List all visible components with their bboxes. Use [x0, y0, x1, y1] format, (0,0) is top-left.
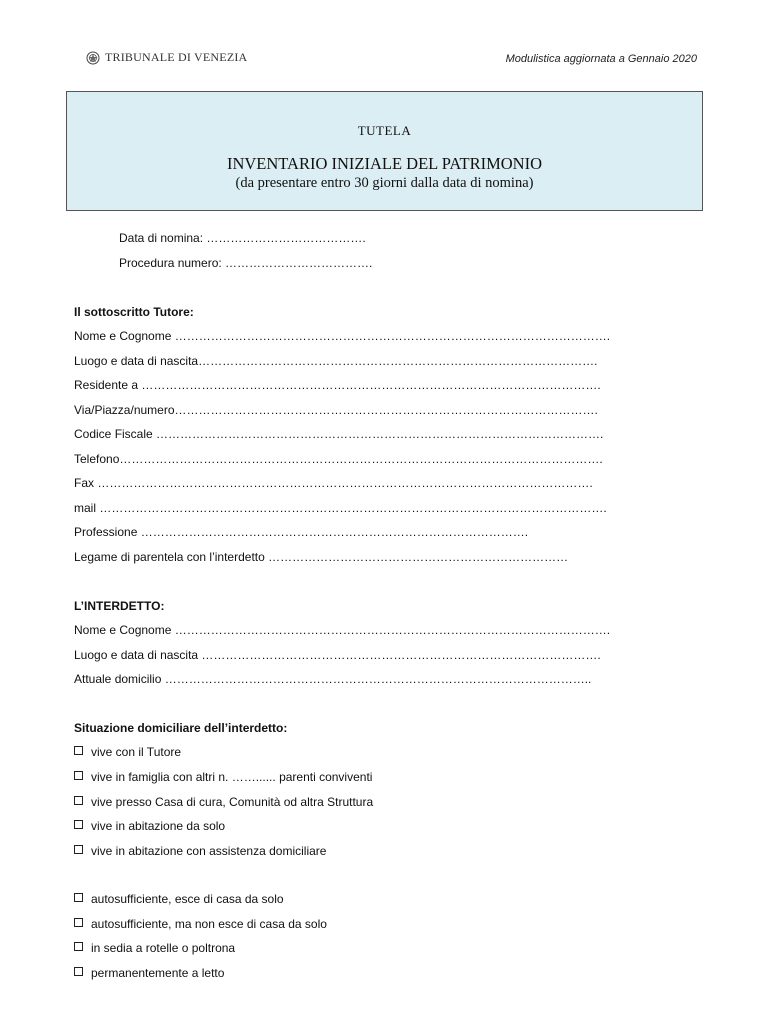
court-name: TRIBUNALE DI VENEZIA — [105, 50, 248, 64]
checkbox[interactable] — [74, 796, 83, 805]
tutore-fax-field[interactable]: Fax ……………………………………………………………………………………………………………. — [74, 476, 593, 490]
update-note: Modulistica aggiornata a Gennaio 2020 — [505, 53, 697, 65]
tutore-heading: Il sottoscritto Tutore: — [74, 305, 194, 319]
checkbox[interactable] — [74, 771, 83, 780]
option-label: vive in abitazione con assistenza domiciliare — [91, 844, 327, 858]
interdetto-name-field[interactable]: Nome e Cognome ………………………………………………………………………………………………. — [74, 623, 611, 637]
checkbox[interactable] — [74, 967, 83, 976]
option-label: autosufficiente, esce di casa da solo — [91, 892, 284, 906]
option-label: vive in abitazione da solo — [91, 819, 226, 833]
option-lives-with-assistance[interactable] — [74, 844, 326, 858]
option-label: permanentemente a letto — [91, 966, 225, 980]
option-label: vive in famiglia con altri n. ……...... parenti conviventi — [91, 770, 373, 784]
option-lives-with-tutore[interactable] — [74, 745, 181, 759]
option-label: vive presso Casa di cura, Comunità od altra Struttura — [91, 795, 374, 809]
option-self-sufficient-stays-in[interactable] — [74, 917, 327, 931]
tutore-residence-field[interactable]: Residente a ……………………………………………………………………………………………………. — [74, 378, 601, 392]
nomination-date-field[interactable]: Data di nomina: …………………………………. — [119, 231, 366, 245]
option-self-sufficient-goes-out[interactable] — [74, 892, 284, 906]
form-title: INVENTARIO INIZIALE DEL PATRIMONIO — [226, 154, 543, 173]
option-bedridden[interactable] — [74, 966, 224, 980]
court-logo — [86, 50, 247, 65]
checkbox[interactable] — [74, 918, 83, 927]
procedure-number-field[interactable]: Procedura numero: ………………………………. — [119, 256, 373, 270]
form-subtitle: (da presentare entro 30 giorni dalla data di nomina) — [235, 175, 534, 191]
checkbox[interactable] — [74, 942, 83, 951]
option-wheelchair[interactable] — [74, 941, 235, 955]
option-label: in sedia a rotelle o poltrona — [91, 941, 236, 955]
form-kicker: TUTELA — [357, 123, 412, 138]
checkbox[interactable] — [74, 746, 83, 755]
option-lives-alone[interactable] — [74, 819, 225, 833]
tutore-name-field[interactable]: Nome e Cognome ………………………………………………………………………………………………. — [74, 329, 611, 343]
checkbox[interactable] — [74, 820, 83, 829]
tutore-profession-field[interactable]: Professione ……………………………………………………………………………………. — [74, 525, 529, 539]
option-lives-in-facility[interactable] — [74, 795, 373, 809]
option-lives-with-family[interactable] — [74, 770, 372, 784]
interdetto-domicile-field[interactable]: Attuale domicilio …………………………………………………………………………………………….. — [74, 672, 592, 686]
emblem-icon — [86, 51, 100, 65]
checkbox[interactable] — [74, 893, 83, 902]
interdetto-heading: L’INTERDETTO: — [74, 599, 165, 613]
checkbox[interactable] — [74, 845, 83, 854]
tutore-kinship-field[interactable]: Legame di parentela con l’interdetto ………………………………………………………………… — [74, 550, 569, 564]
title-box — [66, 91, 703, 211]
tutore-birth-field[interactable]: Luogo e data di nascita………………………………………………………………………………………. — [74, 354, 598, 368]
situazione-heading: Situazione domiciliare dell’interdetto: — [74, 721, 288, 735]
option-label: autosufficiente, ma non esce di casa da solo — [91, 917, 327, 931]
tutore-mail-field[interactable]: mail ………………………………………………………………………………………………………………. — [74, 501, 607, 515]
tutore-tax-code-field[interactable]: Codice Fiscale …………………………………………………………………………………………………. — [74, 427, 604, 441]
tutore-phone-field[interactable]: Telefono…………………………………………………………………………………………………………. — [74, 452, 603, 466]
interdetto-birth-field[interactable]: Luogo e data di nascita ………………………………………………………………………………………. — [74, 648, 601, 662]
option-label: vive con il Tutore — [91, 745, 182, 759]
tutore-street-field[interactable]: Via/Piazza/numero……………………………………………………………………………………………. — [74, 403, 598, 417]
